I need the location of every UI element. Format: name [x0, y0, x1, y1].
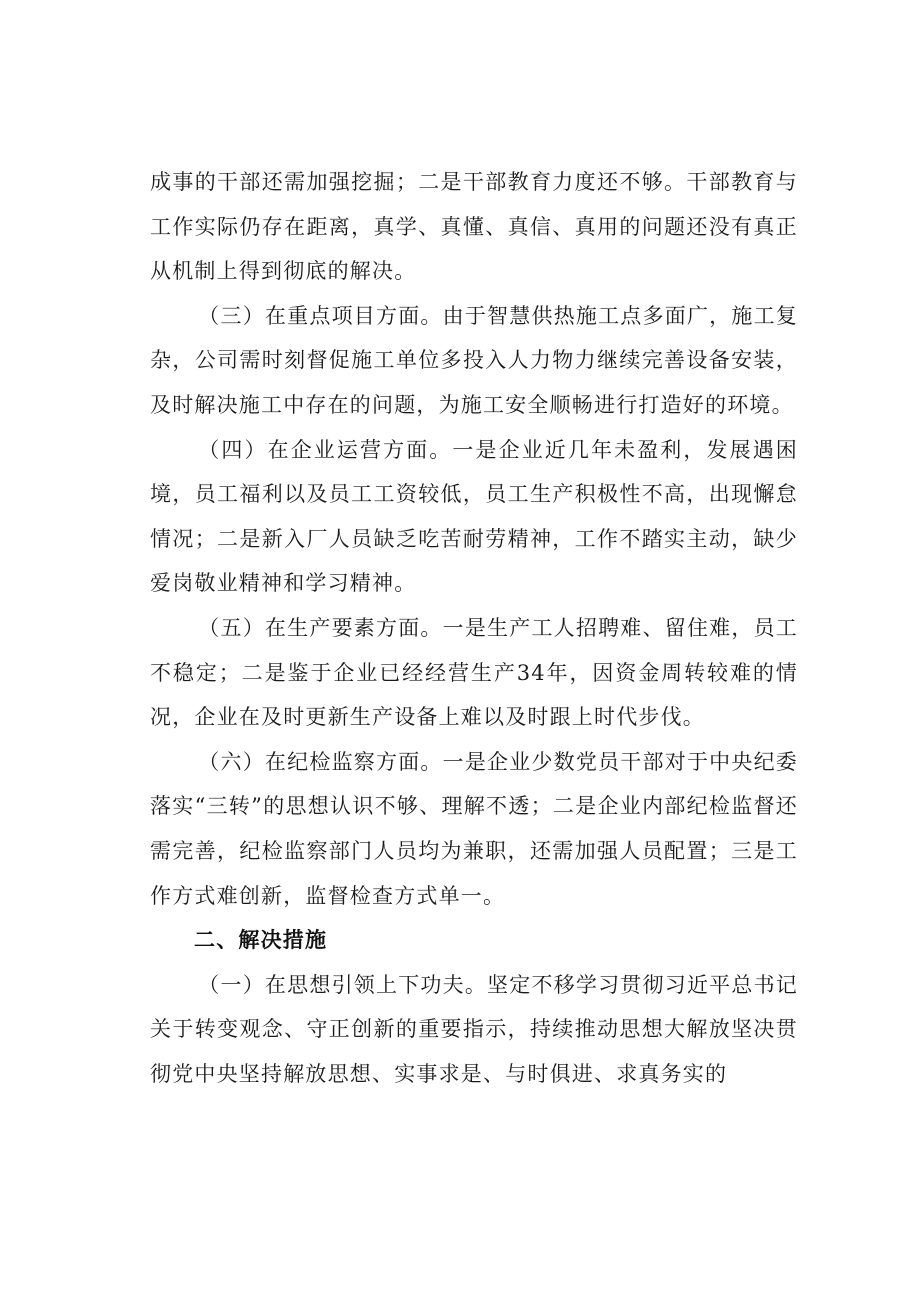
paragraph-key-projects: （三）在重点项目方面。由于智慧供热施工点多面广，施工复杂，公司需时刻督促施工单位多投入人力物力继续完善设备安装，及时解决施工中存在的问题，为施工安全顺畅进行打造好的环境。 — [150, 303, 798, 417]
paragraph-enterprise-operation: （四）在企业运营方面。一是企业近几年未盈利，发展遇困境，员工福利以及员工工资较低，员工生产积极性不高，出现懈怠情况；二是新入厂人员缺乏吃苦耐劳精神，工作不踏实主动，缺少爱岗敬业精神和学习精神。 — [150, 437, 798, 596]
paragraph-production-factors: （五）在生产要素方面。一是生产工人招聘难、留住难，员工不稳定；二是鉴于企业已经经营生产34年，因资金周转较难的情况，企业在及时更新生产设备上难以及时跟上时代步伐。 — [150, 615, 798, 730]
document-body — [150, 160, 798, 1096]
paragraph-discipline-inspection: （六）在纪检监察方面。一是企业少数党员干部对于中央纪委落实“三转”的思想认识不够、理解不透；二是企业内部纪检监督还需完善，纪检监察部门人员均为兼职，还需加强人员配置；三是工作方式难创新，监督检查方式单一。 — [150, 749, 798, 908]
paragraph-cadre-education: 成事的干部还需加强挖掘；二是干部教育力度还不够。干部教育与工作实际仍存在距离，真学、真懂、真信、真用的问题还没有真正从机制上得到彻底的解决。 — [150, 170, 798, 284]
section-heading-solutions: 二、解决措施 — [194, 928, 328, 953]
paragraph-ideological-guidance: （一）在思想引领上下功夫。坚定不移学习贯彻习近平总书记关于转变观念、守正创新的重要指示，持续推动思想大解放坚决贯彻党中央坚持解放思想、实事求是、与时俱进、求真务实的 — [150, 972, 798, 1086]
